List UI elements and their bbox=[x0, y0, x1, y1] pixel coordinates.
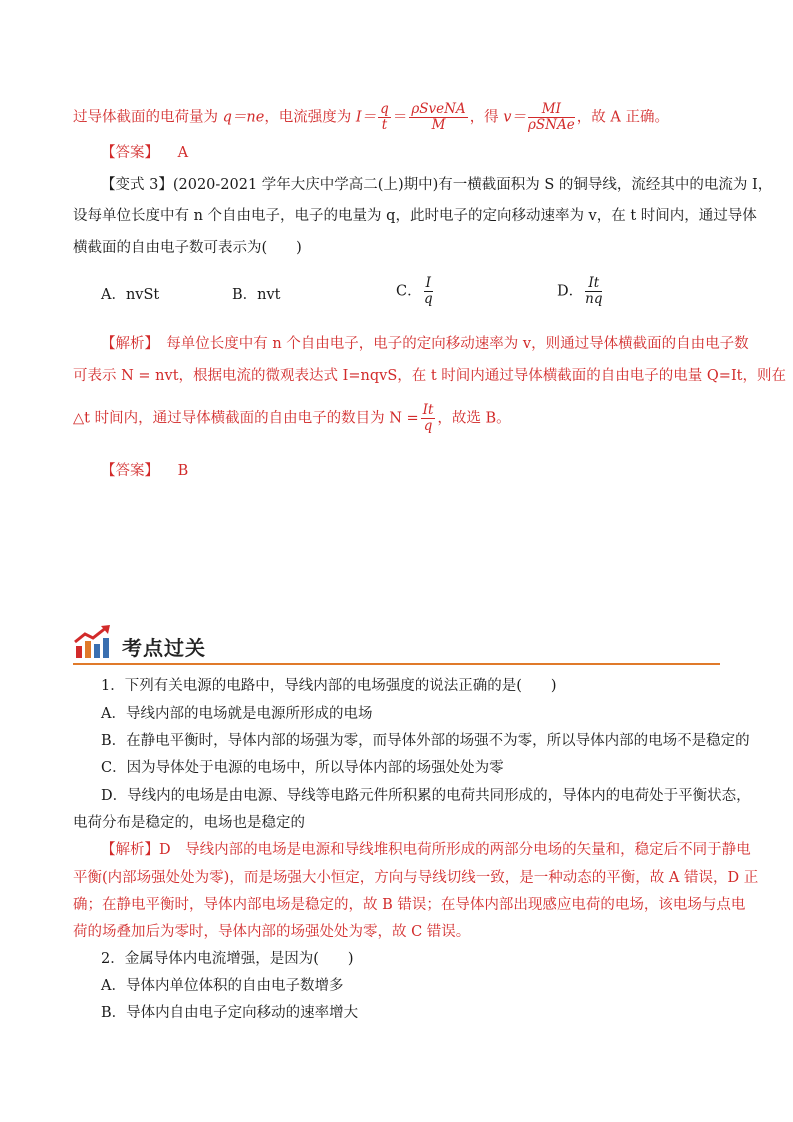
continuation-line bbox=[73, 102, 669, 133]
analysis2-line-3: 确；在静电平衡时，导体内部电场是稳定的，故 B 错误；在导体内部出现感应电荷的电场，该电场与点电 bbox=[73, 897, 746, 913]
q1-option-c: C．因为导体处于电源的电场中，所以导体内部的场强处处为零 bbox=[101, 760, 504, 776]
text: ，电流强度为 bbox=[264, 109, 356, 126]
q2-option-b: B．导体内自由电子定向移动的速率增大 bbox=[101, 1005, 359, 1021]
q1-stem: 1．下列有关电源的电路中，导线内部的电场强度的说法正确的是( ) bbox=[101, 678, 557, 694]
analysis1-line-2: 可表示 N = nvt，根据电流的微观表达式 I=nqvS，在 t 时间内通过导体横截面的自由电子的电量 Q=It，则在 bbox=[73, 368, 786, 384]
answer-value: A bbox=[177, 145, 189, 161]
current-formula: I＝ bbox=[355, 109, 377, 126]
q1-option-b: B．在静电平衡时，导体内部的场强为零，而导体外部的场强不为零，所以导体内部的电场不是稳定的 bbox=[101, 733, 750, 749]
q2-option-a: A．导体内单位体积的自由电子数增多 bbox=[101, 978, 344, 994]
text: ，故 A 正确。 bbox=[576, 109, 669, 126]
analysis1-line-1: 【解析】 每单位长度中有 n 个自由电子，电子的定向移动速率为 v，则通过导体横截面的自由电子数 bbox=[101, 336, 749, 352]
q1-option-d-line-1: D．导线内的电场是由电源、导线等电路元件所积累的电荷共同形成的，导体内的电荷处于平衡状态， bbox=[101, 788, 751, 804]
analysis2-line-4: 荷的场叠加后为零时，导体内部的场强处处为零，故 C 错误。 bbox=[73, 924, 471, 940]
analysis1-line-3: △t 时间内，通过导体横截面的自由电子的数目为 N = $\frac{It}{q}$ ，故选 B。 bbox=[73, 402, 511, 434]
fraction-q-over-t: $\frac{q}{t}$ bbox=[380, 101, 389, 133]
option-d: D． $\frac{It}{nq}$ bbox=[557, 275, 603, 307]
variant3-line-1: 【变式 3】(2020-2021 学年大庆中学高二(上)期中)有一横截面积为 S 的铜导线，流经其中的电流为 I， bbox=[101, 177, 773, 193]
option-c: C． $\frac{I}{q}$ bbox=[396, 275, 433, 307]
variant3-line-3: 横截面的自由电子数可表示为( ) bbox=[73, 240, 302, 256]
equals: ＝ bbox=[392, 109, 408, 126]
analysis2-line-2: 平衡(内部场强处处为零)，而是场强大小恒定，方向与导线切线一致，是一种动态的平衡，故 A 错误，D 正 bbox=[73, 870, 759, 886]
option-d-fraction: $\frac{It}{nq}$ bbox=[585, 275, 603, 307]
section-title: 考点过关 bbox=[122, 636, 206, 660]
option-b: B．nvt bbox=[232, 287, 281, 303]
section-divider bbox=[73, 663, 720, 665]
fraction-mi-over-rho-s-na-e: $\frac{MI}{\text{ρSNAe}}$ bbox=[528, 101, 575, 133]
answer-label: 【答案】 bbox=[101, 145, 159, 161]
q2-stem: 2．金属导体内电流增强，是因为( ) bbox=[101, 951, 354, 967]
velocity-formula: v＝ bbox=[503, 109, 526, 126]
analysis2-line-1: 【解析】D 导线内部的电场是电源和导线堆积电荷所形成的两部分电场的矢量和，稳定后不同于静电 bbox=[101, 842, 751, 858]
chart-growth-icon bbox=[73, 624, 113, 660]
text: ，得 bbox=[469, 109, 504, 126]
text: 过导体截面的电荷量为 bbox=[73, 109, 223, 126]
q1-option-d-line-2: 电荷分布是稳定的，电场也是稳定的 bbox=[73, 815, 305, 831]
q1-option-a: A．导线内部的电场就是电源所形成的电场 bbox=[101, 706, 373, 722]
answer-line-1 bbox=[101, 143, 188, 163]
charge-formula: q＝ne bbox=[222, 109, 265, 126]
answer-label: 【答案】 bbox=[101, 463, 159, 479]
option-a: A．nvSt bbox=[101, 287, 160, 303]
option-c-fraction: $\frac{I}{q}$ bbox=[423, 275, 433, 307]
answer-line-2 bbox=[101, 461, 188, 481]
analysis1-fraction: $\frac{It}{q}$ bbox=[422, 402, 434, 434]
variant3-line-2: 设每单位长度中有 n 个自由电子，电子的电量为 q，此时电子的定向移动速率为 v，在 t 时间内，通过导体 bbox=[73, 208, 757, 224]
fraction-rho-s-v-e-na-over-m: $\frac{\text{ρSveNA}}{M}$ bbox=[411, 101, 466, 133]
answer-value: B bbox=[177, 463, 189, 479]
